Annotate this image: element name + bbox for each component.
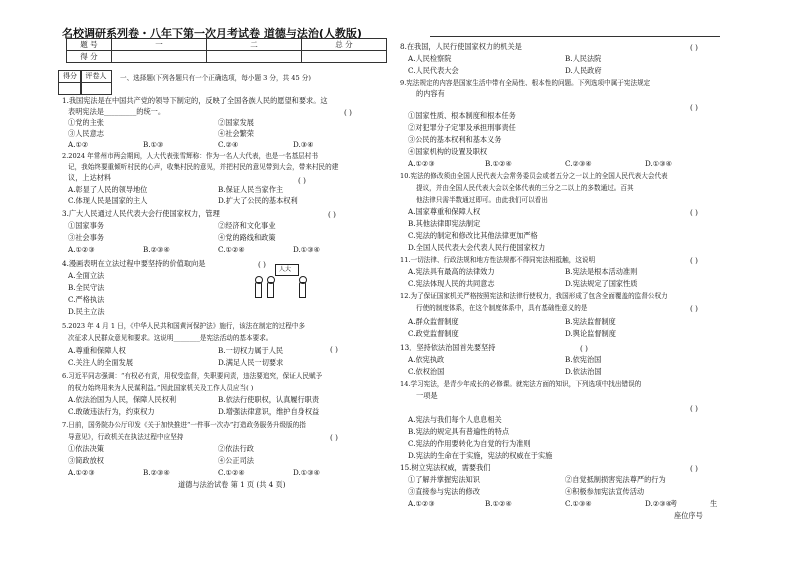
q10-option-c[interactable]: C.宪法的制定和修改比其他法律更加严格 [408,231,538,240]
q9-stem-line2: 的内容有 [416,89,445,98]
q9-option-b[interactable]: B.①②④ [485,159,512,168]
q14-option-b[interactable]: B.宪法的规定具有普遍性的特点 [408,427,510,436]
q6-stem-line2: 的权力始终用来为人民谋利益。”因此国家机关及工作人员应当( ) [68,384,254,392]
q3-item: ①国家事务 [68,221,104,230]
score-cell: 二 [207,39,302,51]
q9-answer-paren[interactable]: ( ) [690,103,698,112]
q12-option-c[interactable]: C.政党监督制度 [408,329,459,338]
q1-option-b[interactable]: B.①③ [143,140,164,149]
q6-option-b[interactable]: B.依法行使职权，认真履行职责 [218,395,320,404]
seat-label-sheng: 生 [710,499,718,508]
q8-option-b[interactable]: B.人民法院 [565,54,602,63]
q7-item: ②依法行政 [218,444,254,453]
score-box-label: 得分 [58,70,82,83]
q2-stem-line2: 记，我始终要重倾听村民的心声，收集村民的意见，并把村民的意见带到大会，带来村民的建 [68,163,339,171]
q11-option-c[interactable]: C.宪法体现人民的共同意志 [408,279,495,288]
q4-stem: 4.漫画表明在立法过程中要坚持的价值取向是 [62,259,206,268]
q15-item: ①了解并掌握宪法知识 [408,475,480,484]
q10-option-a[interactable]: A.国家尊重和保障人权 [408,207,481,216]
q3-item: ②经济和文化事业 [218,221,276,230]
q1-option-c[interactable]: C.②④ [218,140,239,149]
q1-item: ④社会繁荣 [218,129,254,138]
top-rule [430,36,720,37]
q3-option-b[interactable]: B.②③④ [143,245,170,254]
cartoon-sign [275,264,299,276]
q14-option-c[interactable]: C.宪法的作用要转化为自觉的行为准则 [408,439,531,448]
q9-option-d[interactable]: D.①③④ [645,159,673,168]
q12-option-a[interactable]: A.群众监督制度 [408,317,459,326]
q15-answer-paren[interactable]: ( ) [690,464,698,473]
q5-stem-line1: 5.2023 年 4 月 1 日，《中华人民共和国黄河保护法》施行，该法在制定的过程中多 [62,322,306,330]
q2-answer-paren[interactable]: ( ) [298,176,306,185]
q4-option-c[interactable]: C.严格执法 [68,295,105,304]
q7-item: ④公正司法 [218,456,254,465]
q13-option-a[interactable]: A.依宪执政 [408,355,445,364]
score-cell: 一 [112,39,207,51]
q11-stem: 11.一切法律、行政法规和地方性法规都不得同宪法相抵触，这说明 [400,256,596,264]
q7-option-b[interactable]: B.②③④ [143,468,170,477]
score-cell: 题 号 [67,39,112,51]
q15-option-a[interactable]: A.①②③ [408,499,435,508]
score-cell[interactable] [112,51,207,63]
q8-option-a[interactable]: A.人民检察院 [408,54,452,63]
q1-option-d[interactable]: D.③④ [293,140,314,149]
q11-option-d[interactable]: D.宪法规定了国家性质 [565,279,638,288]
q9-stem-line1: 9.宪法规定的内容是国家生活中带有全局性、根本性的问题。下列选项中属于宪法规定 [400,79,651,87]
q9-option-a[interactable]: A.①②③ [408,159,435,168]
q4-option-d[interactable]: D.民主立法 [68,307,105,316]
q3-option-d[interactable]: D.①③④ [293,245,321,254]
q12-stem-line1: 12.为了保证国家机关严格按照宪法和法律行使权力，我国形成了包含全面覆盖的监督公权力 [400,292,668,300]
q10-answer-paren[interactable]: ( ) [690,208,698,217]
q13-answer-paren[interactable]: ( ) [580,344,588,353]
q9-item: ②对犯罪分子定罪及承担刑事责任 [408,123,516,132]
q5-option-c[interactable]: C.关注人的全面发展 [68,358,134,367]
q10-stem-line3: 他法律只需半数通过即可。由此我们可以看出 [416,196,548,204]
q1-item: ①党的主张 [68,118,104,127]
score-box-value[interactable] [58,82,82,95]
q12-option-d[interactable]: D.舆论监督制度 [565,329,616,338]
q13-option-d[interactable]: D.依法治国 [565,367,602,376]
q13-option-c[interactable]: C.依权治国 [408,367,445,376]
q1-stem-line1: 1.我国宪法是在中国共产党的领导下制定的，反映了全国各族人民的愿望和要求。这 [62,96,328,105]
legislation-cartoon-icon [253,262,313,302]
q8-option-c[interactable]: C.人民代表大会 [408,66,459,75]
q11-option-a[interactable]: A.宪法具有最高的法律效力 [408,267,495,276]
score-cell: 总 分 [302,39,387,51]
q7-stem-line1: 7.日前，国务院办公厅印发《关于加快推进“一件事一次办”打造政务服务升级版的指 [62,421,306,429]
q15-option-d[interactable]: D.②③④ [645,499,673,508]
q14-answer-paren[interactable]: ( ) [690,404,698,413]
q2-option-d[interactable]: D.扩大了公民的基本权利 [218,196,298,205]
q5-option-a[interactable]: A.尊重和保障人权 [68,346,126,355]
grader-box-label: 评卷人 [80,70,112,83]
q12-stem-line2: 行使的制度体系，在这个制度体系中，具有基础性意义的是 [416,304,588,312]
q9-option-c[interactable]: C.②③④ [565,159,592,168]
q15-stem: 15.树立宪法权威，需要我们 [400,463,491,472]
q4-option-a[interactable]: A.全面立法 [68,271,105,280]
q1-item: ③人民意志 [68,129,104,138]
page-footer: 道德与法治试卷 第 1 页 (共 4 页) [178,480,286,489]
q8-answer-paren[interactable]: ( ) [690,43,698,52]
q11-option-b[interactable]: B.宪法是根本活动准则 [565,267,638,276]
q5-stem-line2: 次征求人民群众意见和要求。这说明________是宪法活动的基本要求。 [68,334,273,342]
q3-answer-paren[interactable]: ( ) [328,210,336,219]
q10-option-d[interactable]: D.全国人民代表大会代表人民行使国家权力 [408,243,546,252]
score-table-score-row [67,51,387,63]
q10-option-b[interactable]: B.其他法律即宪法制定 [408,219,481,228]
q2-stem-line3: 议，上达材料 [68,173,112,182]
score-cell[interactable] [302,51,387,63]
q2-option-b[interactable]: B.保证人民当家作主 [218,185,284,194]
score-table [66,38,387,63]
q1-item: ②国家发展 [218,118,254,127]
q11-answer-paren[interactable]: ( ) [690,256,698,265]
q14-option-a[interactable]: A.宪法与我们每个人息息相关 [408,415,502,424]
q6-option-c[interactable]: C.敢破违法行为，约束权力 [68,407,155,416]
q12-answer-paren[interactable]: ( ) [690,304,698,313]
section-heading: 一、选择题(下列各题只有一个正确选项，每小题 3 分，共 45 分) [120,74,311,82]
q15-item: ②自觉抵制损害宪法尊严的行为 [565,475,666,484]
q7-option-d[interactable]: D.①③④ [293,468,321,477]
q5-answer-paren[interactable]: ( ) [330,345,338,354]
q1-stem-line2: 表明宪法是_________的统一。 [68,107,166,116]
q9-item: ④国家机构的设置及职权 [408,147,488,156]
q3-option-a[interactable]: A.①②③ [68,245,95,254]
q6-option-d[interactable]: D.增强法律意识，维护自身权益 [218,407,320,416]
score-cell[interactable] [207,51,302,63]
q15-item: ③直接参与宪法的修改 [408,487,480,496]
q15-option-c[interactable]: C.①③④ [565,499,592,508]
q15-option-b[interactable]: B.①②④ [485,499,512,508]
score-table-header-row [67,39,387,51]
q5-option-d[interactable]: D.满足人民一切要求 [218,358,284,367]
q9-item: ③公民的基本权利和基本义务 [408,135,502,144]
cartoon-sign-label: 人大 [279,266,292,273]
q7-stem-line2: 导意见》，行政机关在执法过程中应坚持 [68,433,184,441]
q7-item: ③简政放权 [68,456,104,465]
q14-stem-line2: 一项是 [416,391,438,400]
q6-option-a[interactable]: A.依法治国为人民，保障人民权利 [68,395,177,404]
q7-item: ①依法决策 [68,444,104,453]
q14-option-d[interactable]: D.宪法的生命在于实施，宪法的权威在于实施 [408,451,553,460]
page-title: 名校调研系列卷・八年下第一次月考试卷 道德与法治(人教版) [62,27,362,40]
seat-label-kao: 考 [670,499,678,508]
q12-option-b[interactable]: B.宪法监督制度 [565,317,616,326]
q6-stem-line1: 6.习近平同志强调：“有权必有责，用权受监督，失职要问责，违法要追究，保证人民赋予 [62,372,323,380]
grader-box-value[interactable] [80,82,112,95]
q3-item: ③社会事务 [68,233,104,242]
q14-stem-line1: 14.学习宪法，是青少年成长的必修课。就宪法方面的知识，下列选项中找出错误的 [400,380,642,388]
q8-option-d[interactable]: D.人民政府 [565,66,602,75]
q8-stem: 8.在我国，人民行使国家权力的机关是 [400,42,522,51]
q9-item: ①国家性质、根本制度和根本任务 [408,111,516,120]
q10-stem-line2: 提议，并由全国人民代表大会以全体代表的三分之二以上的多数通过。百其 [416,184,634,192]
q4-option-b[interactable]: B.全民守法 [68,283,105,292]
q10-stem-line1: 10.宪法的修改须由全国人民代表大会常务委员会或者五分之一以上的全国人民代表大会代表 [400,172,668,180]
q1-option-a[interactable]: A.①② [68,140,89,149]
q7-answer-paren[interactable]: ( ) [330,433,338,442]
score-cell: 得 分 [67,51,112,63]
q3-stem: 3.广大人民通过人民代表大会行使国家权力，管理 [62,209,220,218]
q5-option-b[interactable]: B.一切权力属于人民 [218,346,284,355]
q1-answer-paren[interactable]: ( ) [344,108,352,117]
seat-number-label: 座位序号 [674,511,703,520]
q2-stem-line1: 2.2024 年常州市两会期间，人大代表张雪辉称：作为一名人大代表，也是一名基层村书 [62,152,318,160]
q2-option-c[interactable]: C.体现人民是国家的主人 [68,196,148,205]
q2-option-a[interactable]: A.彰显了人民的领导地位 [68,185,148,194]
q3-option-c[interactable]: C.①②④ [218,245,245,254]
q3-item: ④党的路线和政策 [218,233,276,242]
q4-answer-paren[interactable]: ( ) [258,260,266,269]
q15-item: ④积极参加宪法宣传活动 [565,487,645,496]
q13-stem: 13．坚持依法治国首先要坚持 [400,343,496,352]
q7-option-a[interactable]: A.①②③ [68,468,95,477]
q7-option-c[interactable]: C.①②④ [218,468,245,477]
q13-option-b[interactable]: B.依宪治国 [565,355,602,364]
